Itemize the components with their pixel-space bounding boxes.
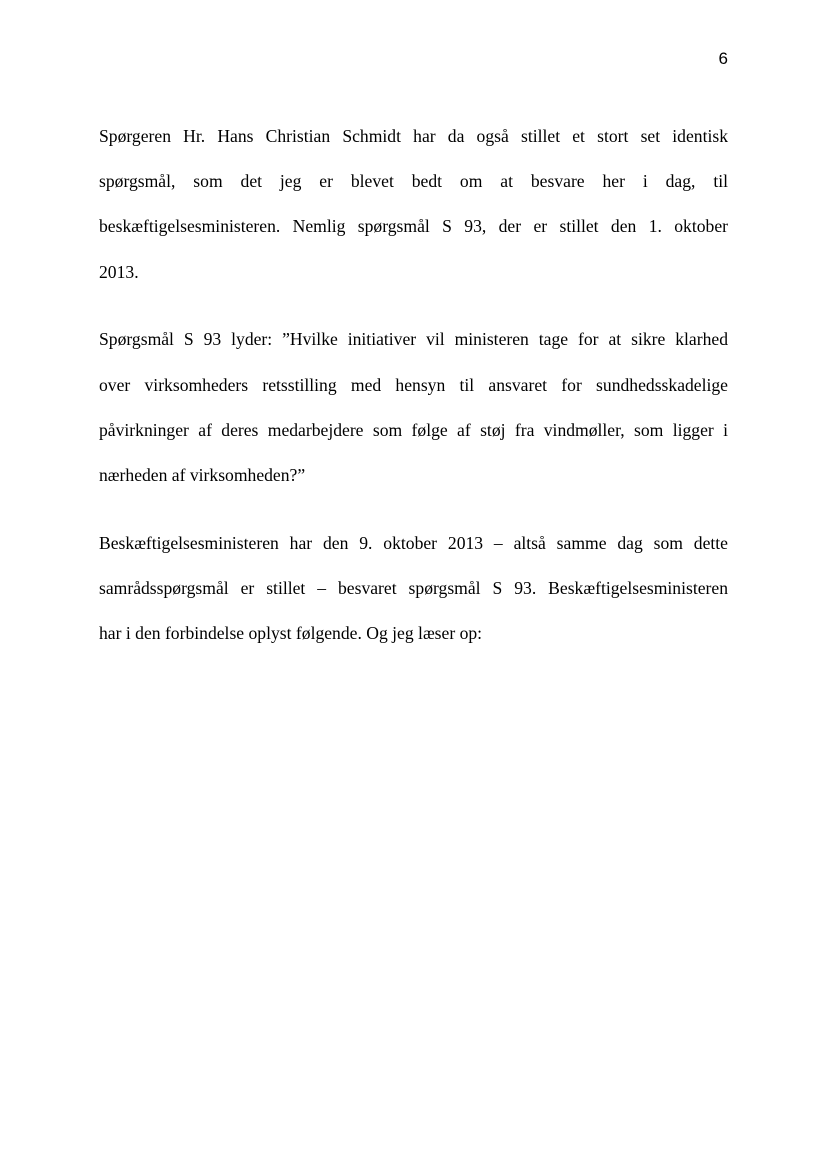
paragraph-3 — [99, 521, 728, 657]
paragraph-line: Beskæftigelsesministeren har den 9. oktober 2013 – altså samme dag som dette — [99, 532, 728, 553]
paragraph-line: Spørgeren Hr. Hans Christian Schmidt har da også stillet et stort set identisk — [99, 126, 728, 146]
paragraph-line: spørgsmål, som det jeg er blevet bedt om at besvare her i dag, til — [99, 171, 728, 192]
document-body — [99, 114, 728, 679]
paragraph-line: nærheden af virksomheden?” — [99, 465, 306, 486]
paragraph-line: Spørgsmål S 93 lyder: ”Hvilke initiativer vil ministeren tage for at sikre klarhed — [99, 329, 728, 350]
paragraph-line: påvirkninger af deres medarbejdere som følge af støj fra vindmøller, som ligger i — [99, 419, 728, 440]
paragraph-1 — [99, 114, 728, 295]
paragraph-2 — [99, 317, 728, 498]
page-number: 6 — [718, 49, 728, 68]
paragraph-line: beskæftigelsesministeren. Nemlig spørgsmål S 93, der er stillet den 1. oktober — [99, 216, 728, 237]
paragraph-line: over virksomheders retsstilling med hensyn til ansvaret for sundhedsskadelige — [99, 374, 728, 395]
paragraph-line: har i den forbindelse oplyst følgende. Og jeg læser op: — [99, 623, 483, 644]
paragraph-line: samrådsspørgsmål er stillet – besvaret spørgsmål S 93. Beskæftigelsesministeren — [99, 578, 728, 599]
paragraph-line: 2013. — [99, 261, 139, 282]
